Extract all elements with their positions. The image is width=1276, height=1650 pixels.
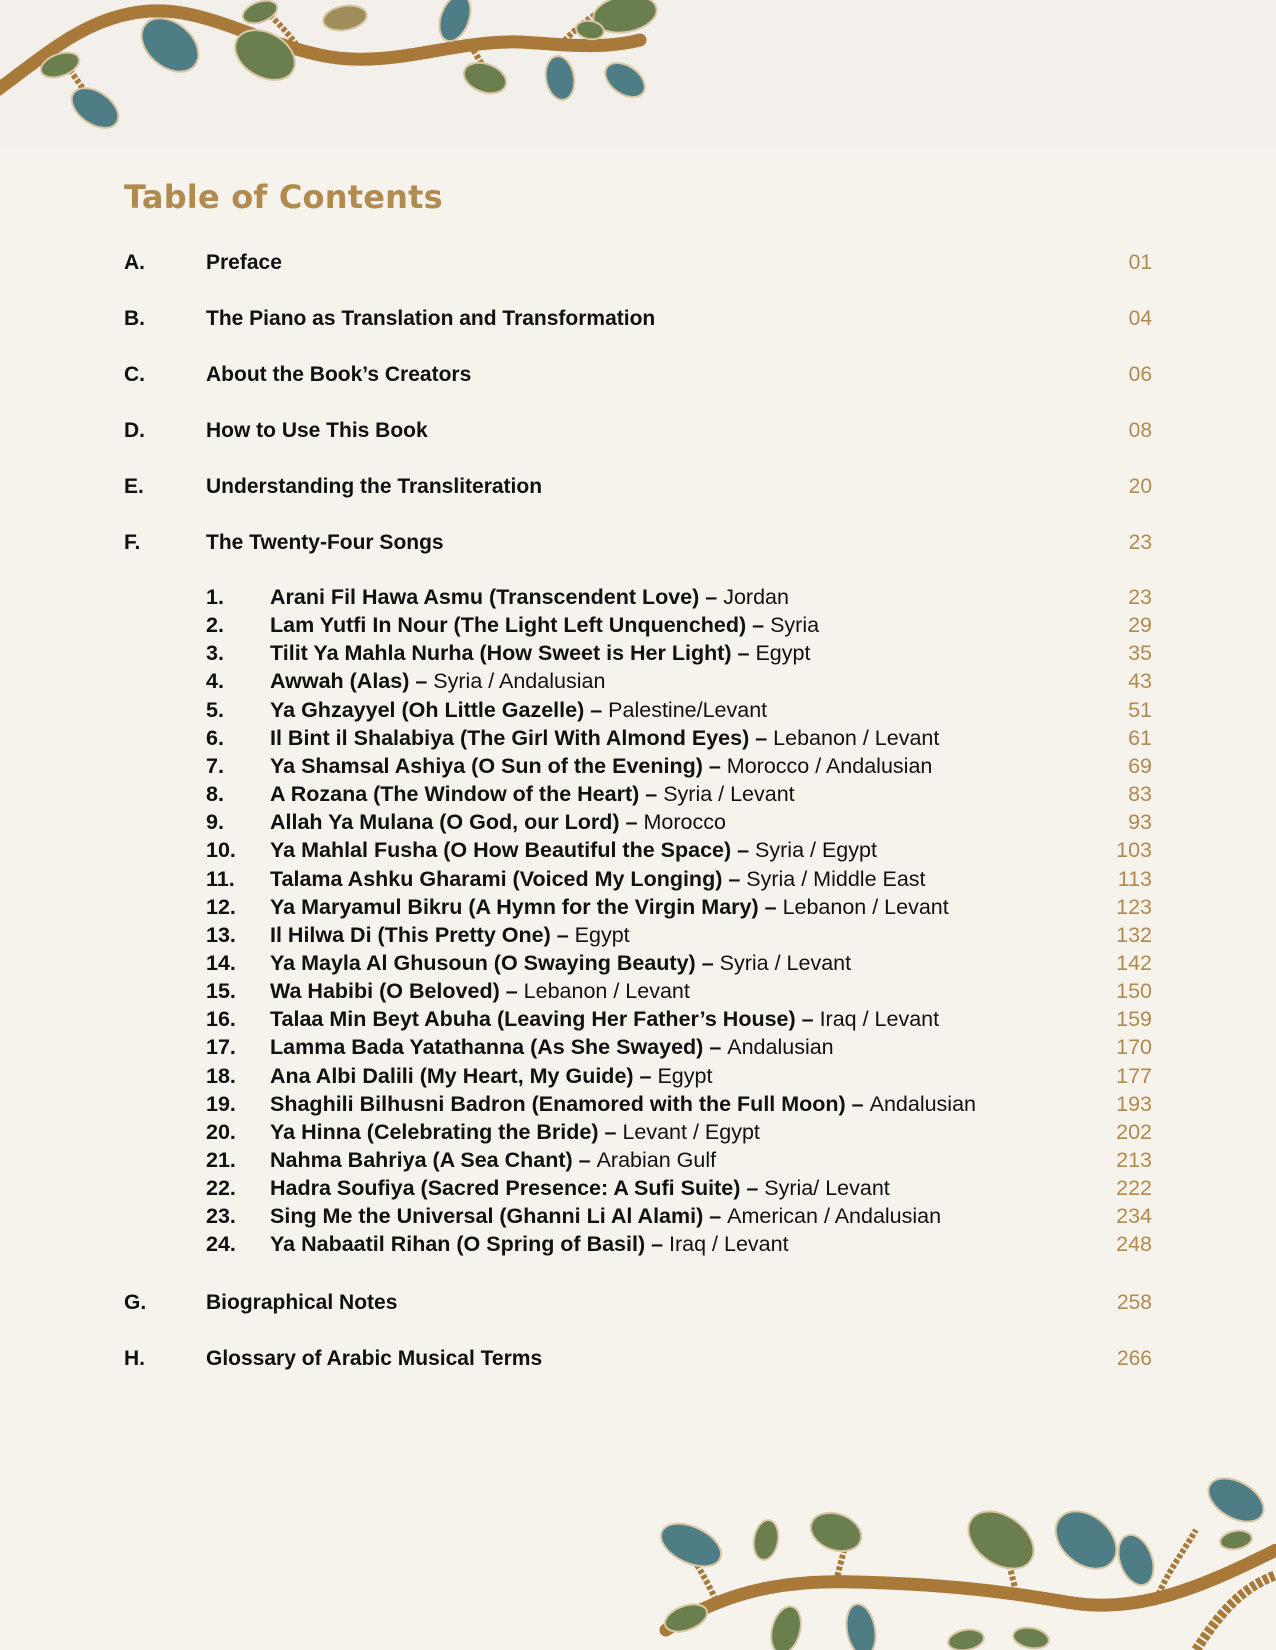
song-region: Morocco / Andalusian: [726, 753, 933, 778]
song-separator: –: [845, 1091, 870, 1116]
song-title-line: [270, 807, 726, 837]
song-row: [206, 864, 1152, 894]
section-page: 01: [1128, 251, 1152, 274]
song-title-line: [270, 948, 851, 978]
song-number: 19.: [206, 1091, 236, 1116]
song-name: Sing Me the Universal (Ghanni Li Al Alami): [270, 1204, 704, 1229]
song-separator: –: [758, 894, 783, 919]
song-name: Arani Fil Hawa Asmu (Transcendent Love): [270, 585, 700, 609]
song-region: Egypt: [574, 922, 630, 947]
song-page: 23: [1128, 585, 1152, 609]
section-letter: C.: [124, 363, 145, 386]
song-separator: –: [633, 1063, 658, 1088]
song-name: Awwah (Alas): [270, 669, 410, 694]
song-name: Ya Hinna (Celebrating the Bride): [270, 1119, 599, 1144]
song-number: 20.: [206, 1119, 236, 1144]
song-name: Wa Habibi (O Beloved): [270, 979, 500, 1004]
song-page: 150: [1116, 979, 1152, 1004]
song-region: Iraq / Levant: [669, 1232, 789, 1257]
song-separator: –: [740, 1176, 765, 1201]
song-name: Il Hilwa Di (This Pretty One): [270, 922, 551, 947]
song-title-line: [270, 1201, 941, 1231]
vine-ornament-bottom: [636, 1470, 1276, 1650]
song-separator: –: [749, 725, 774, 750]
song-row: [206, 751, 1152, 781]
section-letter: B.: [124, 307, 145, 330]
song-region: Syria / Andalusian: [433, 669, 606, 694]
song-name: Ana Albi Dalili (My Heart, My Guide): [270, 1063, 634, 1088]
toc-section-row: [124, 248, 1152, 278]
song-separator: –: [584, 697, 609, 722]
song-title-line: [270, 1173, 890, 1203]
song-region: Lebanon / Levant: [523, 979, 690, 1004]
song-region: Arabian Gulf: [596, 1148, 717, 1172]
section-title: How to Use This Book: [206, 419, 428, 442]
song-region: Iraq / Levant: [819, 1007, 940, 1032]
song-page: 61: [1128, 725, 1152, 750]
song-row: [206, 1229, 1152, 1259]
song-number: 4.: [206, 669, 224, 694]
song-row: [206, 666, 1152, 696]
song-separator: –: [722, 866, 747, 891]
song-number: 18.: [206, 1063, 236, 1088]
song-name: Ya Nabaatil Rihan (O Spring of Basil): [270, 1232, 646, 1257]
song-page: 51: [1128, 697, 1152, 722]
song-row: [206, 976, 1152, 1006]
toc-section-row: [124, 472, 1152, 502]
song-region: Egypt: [755, 641, 811, 666]
song-number: 5.: [206, 697, 224, 722]
page-title: Table of Contents: [124, 178, 443, 216]
song-region: Lebanon / Levant: [773, 725, 940, 750]
song-page: 29: [1128, 613, 1152, 638]
song-number: 17.: [206, 1035, 236, 1060]
section-letter: H.: [124, 1347, 145, 1370]
song-page: 222: [1116, 1176, 1152, 1201]
song-row: [206, 1117, 1152, 1147]
song-title-line: [270, 723, 939, 753]
toc-section-row: [124, 360, 1152, 390]
song-title-line: [270, 864, 926, 894]
song-region: Syria / Middle East: [746, 866, 926, 891]
song-row: [206, 582, 1152, 612]
song-title-line: [270, 582, 789, 612]
song-title-line: [270, 835, 877, 865]
toc-section-row: [124, 1344, 1152, 1374]
song-row: [206, 638, 1152, 668]
song-number: 8.: [206, 782, 224, 807]
section-page: 266: [1116, 1347, 1152, 1370]
song-region: Levant / Egypt: [622, 1119, 760, 1144]
song-separator: –: [409, 669, 434, 694]
song-region: Syria / Egypt: [755, 838, 877, 863]
song-number: 21.: [206, 1148, 236, 1172]
song-separator: –: [703, 1035, 728, 1060]
song-title-line: [270, 638, 810, 668]
song-separator: –: [619, 810, 644, 835]
song-page: 213: [1116, 1148, 1152, 1172]
song-separator: –: [598, 1119, 623, 1144]
song-page: 132: [1116, 922, 1152, 947]
song-separator: –: [572, 1148, 597, 1172]
song-page: 170: [1116, 1035, 1152, 1060]
song-number: 6.: [206, 725, 224, 750]
song-region: Palestine/Levant: [608, 697, 768, 722]
song-title-line: [270, 920, 630, 950]
song-title-line: [270, 1004, 939, 1034]
section-title: Biographical Notes: [206, 1291, 398, 1314]
song-region: Syria: [770, 613, 820, 638]
section-letter: D.: [124, 419, 145, 442]
song-row: [206, 695, 1152, 725]
section-letter: A.: [124, 251, 145, 274]
song-page: 248: [1116, 1232, 1152, 1257]
toc-section-row: [124, 416, 1152, 446]
song-number: 14.: [206, 950, 236, 975]
song-name: Talaa Min Beyt Abuha (Leaving Her Father’s House): [270, 1007, 796, 1032]
song-separator: –: [699, 585, 724, 609]
song-row: [206, 1004, 1152, 1034]
section-page: 08: [1128, 419, 1152, 442]
song-page: 142: [1116, 950, 1152, 975]
song-title-line: [270, 751, 932, 781]
song-title-line: [270, 695, 767, 725]
song-name: Ya Shamsal Ashiya (O Sun of the Evening): [270, 753, 703, 778]
song-number: 16.: [206, 1007, 236, 1032]
song-region: Andalusian: [727, 1035, 834, 1060]
section-page: 20: [1128, 475, 1152, 498]
song-region: Egypt: [657, 1063, 713, 1088]
song-title-line: [270, 892, 949, 922]
song-row: [206, 1032, 1152, 1062]
song-number: 15.: [206, 979, 236, 1004]
song-title-line: [270, 1117, 760, 1147]
song-page: 93: [1128, 810, 1152, 835]
song-number: 7.: [206, 753, 224, 778]
song-separator: –: [499, 979, 524, 1004]
song-number: 9.: [206, 810, 224, 835]
song-region: Lebanon / Levant: [782, 894, 949, 919]
song-row: [206, 1061, 1152, 1091]
song-number: 12.: [206, 894, 236, 919]
song-row: [206, 807, 1152, 837]
song-name: Ya Maryamul Bikru (A Hymn for the Virgin Mary): [270, 894, 759, 919]
section-title: Preface: [206, 251, 282, 274]
song-name: Nahma Bahriya (A Sea Chant): [270, 1148, 573, 1172]
song-page: 69: [1128, 753, 1152, 778]
section-page: 04: [1128, 307, 1152, 330]
song-page: 113: [1117, 866, 1152, 891]
song-number: 24.: [206, 1232, 236, 1257]
song-page: 103: [1116, 838, 1152, 863]
section-title: Understanding the Transliteration: [206, 475, 543, 498]
song-name: Ya Mayla Al Ghusoun (O Swaying Beauty): [270, 950, 696, 975]
song-number: 2.: [206, 613, 224, 638]
song-title-line: [270, 1032, 834, 1062]
song-name: Ya Ghzayyel (Oh Little Gazelle): [270, 697, 585, 722]
song-title-line: [270, 779, 795, 809]
song-row: [206, 1173, 1152, 1203]
song-separator: –: [550, 922, 575, 947]
song-separator: –: [645, 1232, 670, 1257]
song-region: Jordan: [723, 585, 789, 609]
section-letter: F.: [124, 531, 141, 554]
song-row: [206, 920, 1152, 950]
song-separator: –: [746, 613, 771, 638]
song-region: Andalusian: [869, 1091, 976, 1116]
song-row: [206, 1089, 1152, 1119]
song-number: 10.: [206, 838, 236, 863]
section-letter: E.: [124, 475, 144, 498]
song-row: [206, 723, 1152, 753]
song-row: [206, 835, 1152, 865]
song-number: 23.: [206, 1204, 236, 1229]
song-title-line: [270, 1061, 712, 1091]
song-page: 193: [1116, 1091, 1152, 1116]
section-title: Glossary of Arabic Musical Terms: [206, 1347, 543, 1370]
song-separator: –: [639, 782, 664, 807]
song-row: [206, 1201, 1152, 1231]
song-name: Allah Ya Mulana (O God, our Lord): [270, 810, 620, 835]
song-separator: –: [703, 1204, 728, 1229]
section-letter: G.: [124, 1291, 147, 1314]
song-row: [206, 1145, 1152, 1175]
song-separator: –: [731, 641, 756, 666]
song-title-line: [270, 666, 605, 696]
song-page: 35: [1128, 641, 1152, 666]
section-title: The Twenty-Four Songs: [206, 531, 444, 554]
song-name: Il Bint il Shalabiya (The Girl With Almond Eyes): [270, 725, 750, 750]
section-page: 23: [1128, 531, 1152, 554]
toc-section-row: [124, 1288, 1152, 1318]
song-separator: –: [795, 1007, 820, 1032]
song-separator: –: [731, 838, 756, 863]
song-number: 11.: [206, 866, 235, 891]
song-page: 202: [1116, 1119, 1152, 1144]
song-row: [206, 779, 1152, 809]
toc-section-row: [124, 528, 1152, 558]
song-name: Lamma Bada Yatathanna (As She Swayed): [270, 1035, 704, 1060]
song-name: A Rozana (The Window of the Heart): [270, 782, 640, 807]
song-separator: –: [695, 950, 720, 975]
song-page: 83: [1128, 782, 1152, 807]
song-region: Syria / Levant: [719, 950, 852, 975]
toc-section-row: [124, 304, 1152, 334]
song-row: [206, 892, 1152, 922]
song-title-line: [270, 1229, 789, 1259]
song-title-line: [270, 1089, 976, 1119]
song-number: 3.: [206, 641, 224, 666]
song-name: Lam Yutfi In Nour (The Light Left Unquenched): [270, 613, 747, 638]
song-name: Hadra Soufiya (Sacred Presence: A Sufi Suite): [270, 1176, 741, 1201]
song-page: 159: [1116, 1007, 1152, 1032]
song-page: 43: [1128, 669, 1152, 694]
vine-ornament-top: [0, 0, 680, 140]
song-title-line: [270, 976, 690, 1006]
song-number: 1.: [206, 585, 224, 609]
section-title: The Piano as Translation and Transformation: [206, 307, 656, 330]
song-separator: –: [702, 753, 727, 778]
song-name: Shaghili Bilhusni Badron (Enamored with the Full Moon): [270, 1091, 846, 1116]
song-page: 123: [1116, 894, 1152, 919]
song-title-line: [270, 1145, 716, 1175]
song-title-line: [270, 610, 819, 640]
song-name: Talama Ashku Gharami (Voiced My Longing): [270, 866, 723, 891]
song-region: Morocco: [643, 810, 726, 835]
song-name: Tilit Ya Mahla Nurha (How Sweet is Her Light): [270, 641, 732, 666]
section-page: 06: [1128, 363, 1152, 386]
song-region: Syria / Levant: [663, 782, 795, 807]
song-region: American / Andalusian: [727, 1204, 942, 1229]
song-row: [206, 948, 1152, 978]
song-name: Ya Mahlal Fusha (O How Beautiful the Space): [270, 838, 732, 863]
song-number: 22.: [206, 1176, 236, 1201]
song-page: 177: [1116, 1063, 1152, 1088]
section-title: About the Book’s Creators: [206, 363, 472, 386]
song-region: Syria/ Levant: [764, 1176, 890, 1201]
song-number: 13.: [206, 922, 236, 947]
section-page: 258: [1116, 1291, 1152, 1314]
song-page: 234: [1116, 1204, 1152, 1229]
song-row: [206, 610, 1152, 640]
